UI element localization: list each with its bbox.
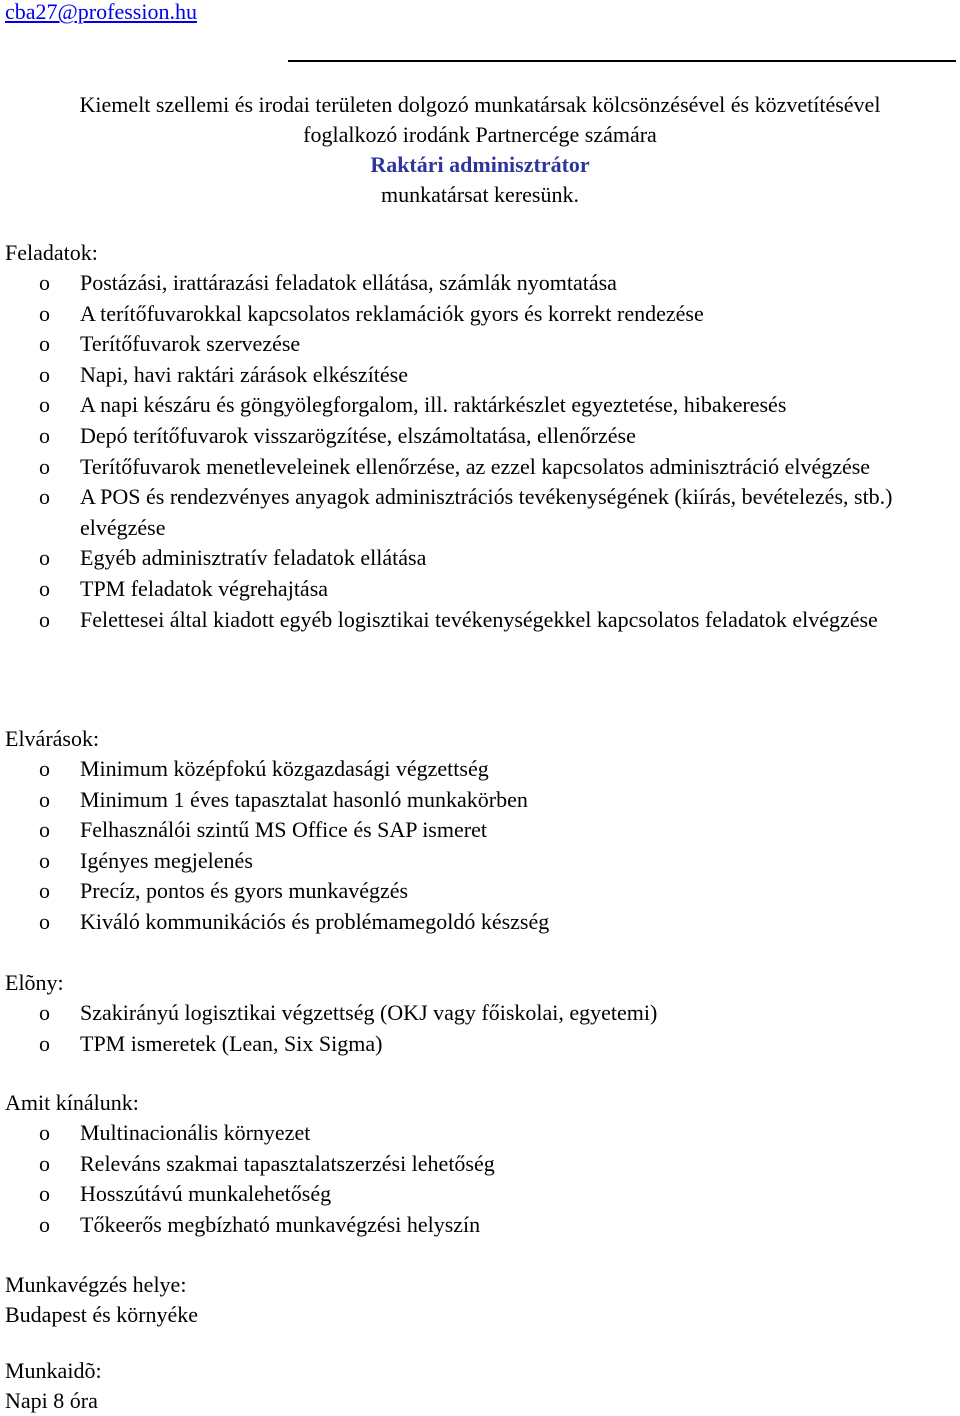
list-item <box>5 846 920 877</box>
list-item <box>5 785 920 816</box>
bullet-marker: o <box>39 786 50 812</box>
section-heading: Feladatok: <box>5 240 98 265</box>
working-hours-value: Napi 8 óra <box>5 1388 98 1413</box>
list-item <box>5 574 920 605</box>
list-item-text: Kiváló kommunikációs és problémamegoldó készség <box>80 908 550 934</box>
bullet-marker: o <box>39 1150 50 1176</box>
bullet-marker: o <box>39 817 50 843</box>
horizontal-divider <box>288 60 956 62</box>
bullet-list <box>5 268 945 635</box>
list-item <box>5 1118 920 1149</box>
list-item <box>5 543 920 574</box>
list-item <box>5 815 920 846</box>
section-heading: Elõny: <box>5 970 64 995</box>
list-item <box>5 1210 920 1241</box>
list-item-text: Hosszútávú munkalehetőség <box>80 1181 332 1207</box>
list-item-text: A napi készáru és göngyölegforgalom, ill. raktárkészlet egyeztetése, hibakeresés <box>80 392 787 418</box>
intro-line-4: munkatársat keresünk. <box>381 182 579 207</box>
bullet-marker: o <box>39 1181 50 1207</box>
list-item-text: Depó terítőfuvarok visszarögzítése, elszámoltatása, ellenőrzése <box>80 422 636 448</box>
bullet-marker: o <box>39 1030 50 1056</box>
bullet-marker: o <box>39 606 50 632</box>
bullet-marker: o <box>39 756 50 781</box>
list-item <box>5 390 920 421</box>
bullet-marker: o <box>39 575 50 601</box>
list-item-text: Precíz, pontos és gyors munkavégzés <box>80 878 409 904</box>
list-item-text: Postázási, irattárazási feladatok ellátása, számlák nyomtatása <box>80 270 617 295</box>
bullet-marker: o <box>39 908 50 934</box>
intro-line-2: foglalkozó irodánk Partnercége számára <box>303 122 657 147</box>
bullet-list <box>5 998 945 1059</box>
section-heading: Elvárások: <box>5 726 100 751</box>
bullet-list <box>5 754 945 938</box>
list-item <box>5 1029 920 1060</box>
work-location-value: Budapest és környéke <box>5 1302 199 1327</box>
list-item-text: Tőkeerős megbízható munkavégzési helyszín <box>80 1211 481 1237</box>
section-heading: Munkavégzés helye: <box>5 1272 187 1297</box>
list-item <box>5 998 920 1029</box>
bullet-marker: o <box>39 1120 50 1145</box>
list-item-text: Releváns szakmai tapasztalatszerzési lehetőség <box>80 1150 495 1176</box>
section-heading: Amit kínálunk: <box>5 1090 139 1115</box>
list-item-text: Minimum középfokú közgazdasági végzettség <box>80 756 489 781</box>
intro-block <box>0 90 960 210</box>
list-item-text: A POS és rendezvényes anyagok adminisztrációs tevékenységének (kiírás, bevételezés, stb.) elvégzése <box>80 484 893 540</box>
list-item-text: Terítőfuvarok szervezése <box>80 331 301 357</box>
bullet-marker: o <box>39 1000 50 1025</box>
bullet-marker: o <box>39 422 50 448</box>
bullet-list <box>5 1118 945 1240</box>
list-item <box>5 907 920 938</box>
bullet-marker: o <box>39 331 50 357</box>
bullet-marker: o <box>39 878 50 904</box>
bullet-marker: o <box>39 847 50 873</box>
list-item-text: Napi, havi raktári zárások elkészítése <box>80 361 409 387</box>
list-item <box>5 754 920 785</box>
list-item <box>5 1179 920 1210</box>
bullet-marker: o <box>39 361 50 387</box>
list-item <box>5 329 920 360</box>
list-item <box>5 1149 920 1180</box>
bullet-marker: o <box>39 484 50 510</box>
list-item-text: Minimum 1 éves tapasztalat hasonló munkakörben <box>80 786 528 812</box>
section-elony <box>5 968 945 1059</box>
list-item <box>5 299 920 330</box>
bullet-marker: o <box>39 453 50 479</box>
bullet-marker: o <box>39 270 50 295</box>
list-item-text: Igényes megjelenés <box>80 847 253 873</box>
job-title: Raktári adminisztrátor <box>370 152 590 177</box>
list-item-text: A terítőfuvarokkal kapcsolatos reklamációk gyors és korrekt rendezése <box>80 300 704 326</box>
bullet-marker: o <box>39 1211 50 1237</box>
bullet-marker: o <box>39 392 50 418</box>
list-item <box>5 268 920 299</box>
section-amit-kinalunk <box>5 1088 945 1240</box>
list-item <box>5 360 920 391</box>
list-item-text: Terítőfuvarok menetleveleinek ellenőrzése, az ezzel kapcsolatos adminisztráció elvégzése <box>80 453 871 479</box>
section-elvarasok <box>5 724 945 938</box>
list-item <box>5 482 920 543</box>
list-item-text: TPM ismeretek (Lean, Six Sigma) <box>80 1030 383 1056</box>
bullet-marker: o <box>39 545 50 571</box>
section-feladatok <box>5 238 945 635</box>
list-item <box>5 605 920 636</box>
list-item <box>5 876 920 907</box>
list-item <box>5 421 920 452</box>
email-link[interactable]: cba27@profession.hu <box>5 0 197 24</box>
section-heading: Munkaidõ: <box>5 1358 102 1383</box>
list-item-text: TPM feladatok végrehajtása <box>80 575 329 601</box>
list-item-text: Felhasználói szintű MS Office és SAP ismeret <box>80 817 487 843</box>
section-munkaido <box>5 1356 945 1416</box>
section-munkavegzes-helye <box>5 1270 945 1330</box>
bullet-marker: o <box>39 300 50 326</box>
list-item-text: Multinacionális környezet <box>80 1120 311 1145</box>
list-item-text: Egyéb adminisztratív feladatok ellátása <box>80 545 427 571</box>
list-item <box>5 452 920 483</box>
list-item-text: Felettesei által kiadott egyéb logisztikai tevékenységekkel kapcsolatos feladatok elvégzése <box>80 606 878 632</box>
list-item-text: Szakirányú logisztikai végzettség (OKJ vagy főiskolai, egyetemi) <box>80 1000 658 1025</box>
intro-line-1: Kiemelt szellemi és irodai területen dolgozó munkatársak kölcsönzésével és közvetítésével <box>79 92 881 117</box>
